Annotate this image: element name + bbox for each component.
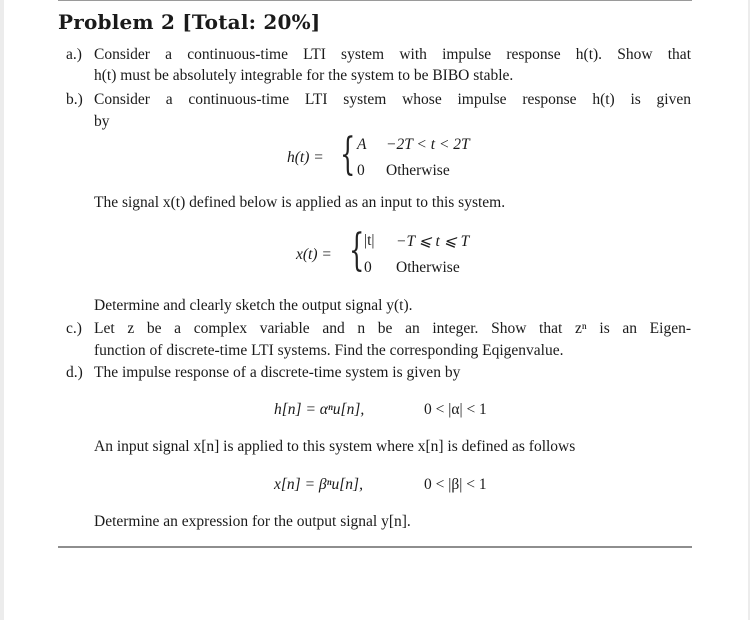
h-t-case2-value: 0 — [357, 162, 365, 179]
part-d-label: d.) — [66, 364, 83, 381]
part-b-line1: Consider a continuous-time LTI system whose impulse response h(t) is given — [94, 91, 691, 108]
part-d-line1: The impulse response of a discrete-time system is given by — [94, 364, 461, 381]
part-a-line1: Consider a continuous-time LTI system with impulse response h(t). Show that — [94, 46, 691, 63]
h-t-lhs: h(t) = — [287, 149, 324, 166]
x-n-equation: x[n] = βⁿu[n], — [274, 476, 363, 493]
x-t-case2-value: 0 — [364, 259, 372, 276]
x-t-case1-condition: −T ⩽ t ⩽ T — [396, 233, 470, 250]
x-t-brace: { — [349, 225, 365, 276]
h-t-case2-condition: Otherwise — [386, 162, 450, 179]
signal-applied-text: The signal x(t) defined below is applied as an input to this system. — [94, 194, 506, 211]
x-n-condition: 0 < |β| < 1 — [424, 476, 487, 493]
part-a-label: a.) — [66, 46, 82, 63]
part-b-label: b.) — [66, 91, 83, 108]
x-t-lhs: x(t) = — [296, 246, 332, 263]
part-b-determine: Determine and clearly sketch the output signal y(t). — [94, 297, 413, 314]
x-t-case2-condition: Otherwise — [396, 259, 460, 276]
part-d-determine: Determine an expression for the output signal y[n]. — [94, 513, 411, 530]
part-a-line2: h(t) must be absolutely integrable for the system to be BIBO stable. — [94, 67, 514, 84]
h-n-equation: h[n] = αⁿu[n], — [274, 401, 365, 418]
problem-title: Problem 2 [Total: 20%] — [58, 10, 321, 34]
h-t-brace: { — [340, 129, 356, 180]
part-c-line2: function of discrete-time LTI systems. Find the corresponding Eqigenvalue. — [94, 342, 564, 359]
part-c-label: c.) — [66, 320, 82, 337]
h-n-condition: 0 < |α| < 1 — [424, 401, 487, 418]
h-t-case1-value: A — [357, 136, 367, 153]
input-signal-text: An input signal x[n] is applied to this system where x[n] is defined as follows — [94, 438, 576, 455]
bottom-rule — [58, 546, 692, 548]
part-c-line1: Let z be a complex variable and n be an integer. Show that zⁿ is an Eigen- — [94, 320, 691, 337]
part-b-line2: by — [94, 113, 110, 130]
h-t-case1-condition: −2T < t < 2T — [386, 136, 470, 153]
top-rule — [58, 0, 692, 1]
x-t-case1-value: |t| — [364, 232, 375, 249]
